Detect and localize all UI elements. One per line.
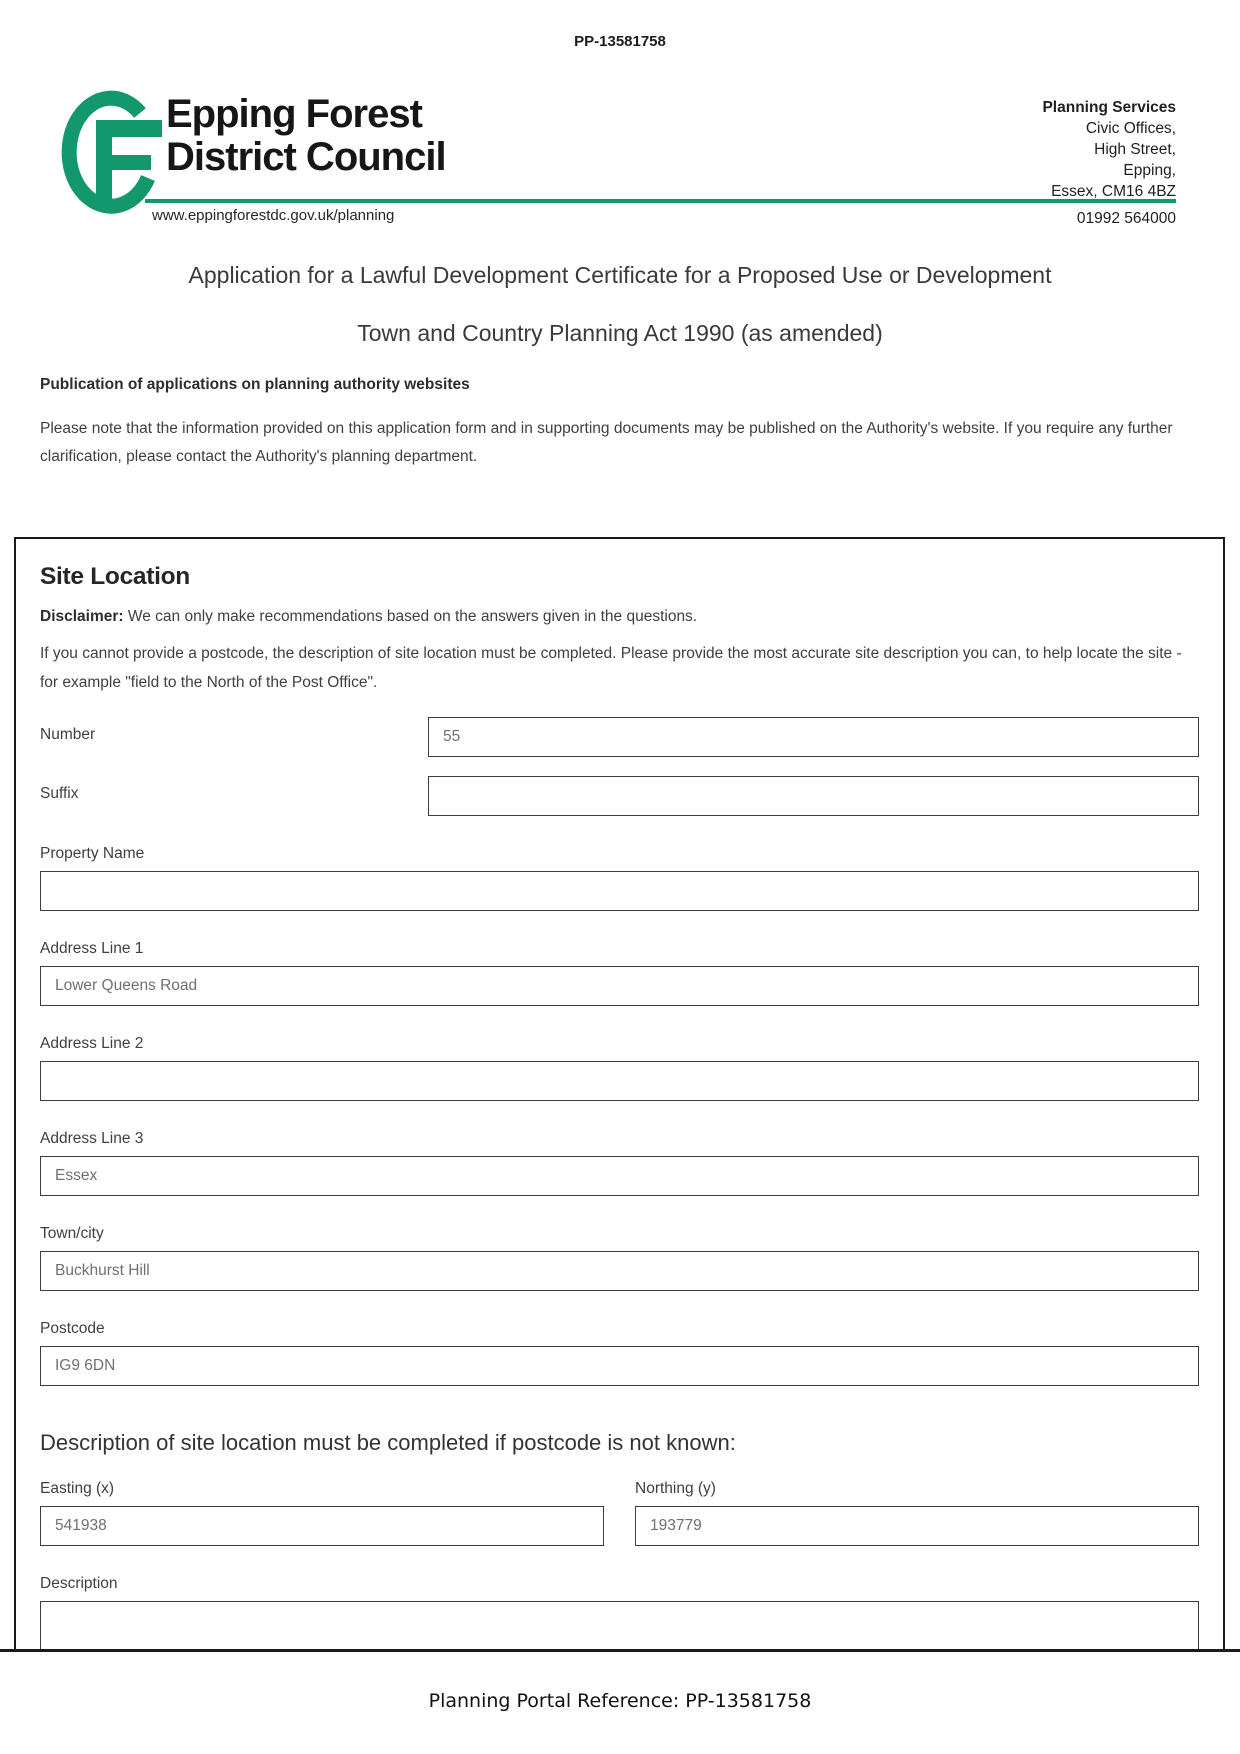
- number-input[interactable]: [428, 717, 1199, 757]
- easting-label: Easting (x): [40, 1480, 115, 1497]
- number-label: Number: [40, 726, 96, 743]
- disclaimer-text: [40, 608, 1199, 626]
- field-row-address-line-3: [40, 1130, 1199, 1196]
- field-row-description: [40, 1575, 1199, 1650]
- planning-portal-ref-header: PP-13581758: [574, 33, 666, 50]
- description-label: Description: [40, 1575, 118, 1592]
- address-line-3-input[interactable]: [40, 1156, 1199, 1196]
- form-title: Application for a Lawful Development Certificate for a Proposed Use or Development: [188, 262, 1052, 288]
- suffix-input[interactable]: [428, 776, 1199, 816]
- planning-portal-ref-footer: Planning Portal Reference: PP-13581758: [428, 1690, 812, 1712]
- field-row-suffix: [40, 776, 1199, 816]
- address-line-3-label: Address Line 3: [40, 1130, 144, 1147]
- council-name: [166, 93, 446, 179]
- disclaimer-body: We can only make recommendations based on the answers given in the questions.: [123, 608, 698, 625]
- planning-services-address: [1042, 97, 1176, 202]
- field-row-property-name: [40, 845, 1199, 911]
- address-line-2-input[interactable]: [40, 1061, 1199, 1101]
- council-name-line1: Epping Forest: [166, 92, 422, 136]
- address-line: Civic Offices,: [1085, 120, 1176, 137]
- field-row-postcode: [40, 1320, 1199, 1386]
- council-name-line2: District Council: [166, 135, 446, 179]
- disclaimer-label: Disclaimer:: [40, 608, 124, 625]
- description-requirement-heading: Description of site location must be completed if postcode is not known:: [40, 1430, 736, 1455]
- header-divider: [145, 199, 1176, 203]
- council-phone-number: 01992 564000: [1076, 210, 1176, 227]
- department-name: Planning Services: [1042, 99, 1176, 116]
- address-line: High Street,: [1094, 141, 1176, 158]
- page-break-line: [0, 1649, 1240, 1652]
- field-row-town-city: [40, 1225, 1199, 1291]
- property-name-label: Property Name: [40, 845, 145, 862]
- field-row-address-line-2: [40, 1035, 1199, 1101]
- postcode-label: Postcode: [40, 1320, 105, 1337]
- address-line: Essex, CM16 4BZ: [1051, 183, 1176, 200]
- field-row-number: [40, 717, 1199, 757]
- address-line: Epping,: [1123, 162, 1176, 179]
- suffix-label: Suffix: [40, 785, 79, 802]
- section-heading: Site Location: [40, 563, 190, 590]
- site-location-intro: If you cannot provide a postcode, the description of site location must be completed. Please provide the most accurate site description you can, to help locate the site - for example "field to the North of the Post Office".: [40, 645, 1182, 691]
- description-textarea[interactable]: [40, 1601, 1199, 1650]
- postcode-input[interactable]: [40, 1346, 1199, 1386]
- town-city-label: Town/city: [40, 1225, 104, 1242]
- northing-input[interactable]: [635, 1506, 1199, 1546]
- address-line-2-label: Address Line 2: [40, 1035, 144, 1052]
- publication-heading: Publication of applications on planning authority websites: [40, 376, 470, 393]
- address-line-1-input[interactable]: [40, 966, 1199, 1006]
- property-name-input[interactable]: [40, 871, 1199, 911]
- address-line-1-label: Address Line 1: [40, 940, 144, 957]
- easting-input[interactable]: [40, 1506, 604, 1546]
- publication-note: Please note that the information provided on this application form and in supporting documents may be published on the Authority's website. If you require any further clarification, please contact the Authority's planning department.: [40, 420, 1173, 465]
- site-location-section: [14, 537, 1225, 1650]
- town-city-input[interactable]: [40, 1251, 1199, 1291]
- council-website-url: www.eppingforestdc.gov.uk/planning: [152, 207, 395, 224]
- form-subtitle: Town and Country Planning Act 1990 (as amended): [357, 320, 883, 346]
- coordinates-row: [40, 1480, 1199, 1546]
- field-easting: [40, 1480, 604, 1546]
- field-row-address-line-1: [40, 940, 1199, 1006]
- field-northing: [635, 1480, 1199, 1546]
- council-logo-icon: [54, 90, 166, 216]
- northing-label: Northing (y): [635, 1480, 716, 1497]
